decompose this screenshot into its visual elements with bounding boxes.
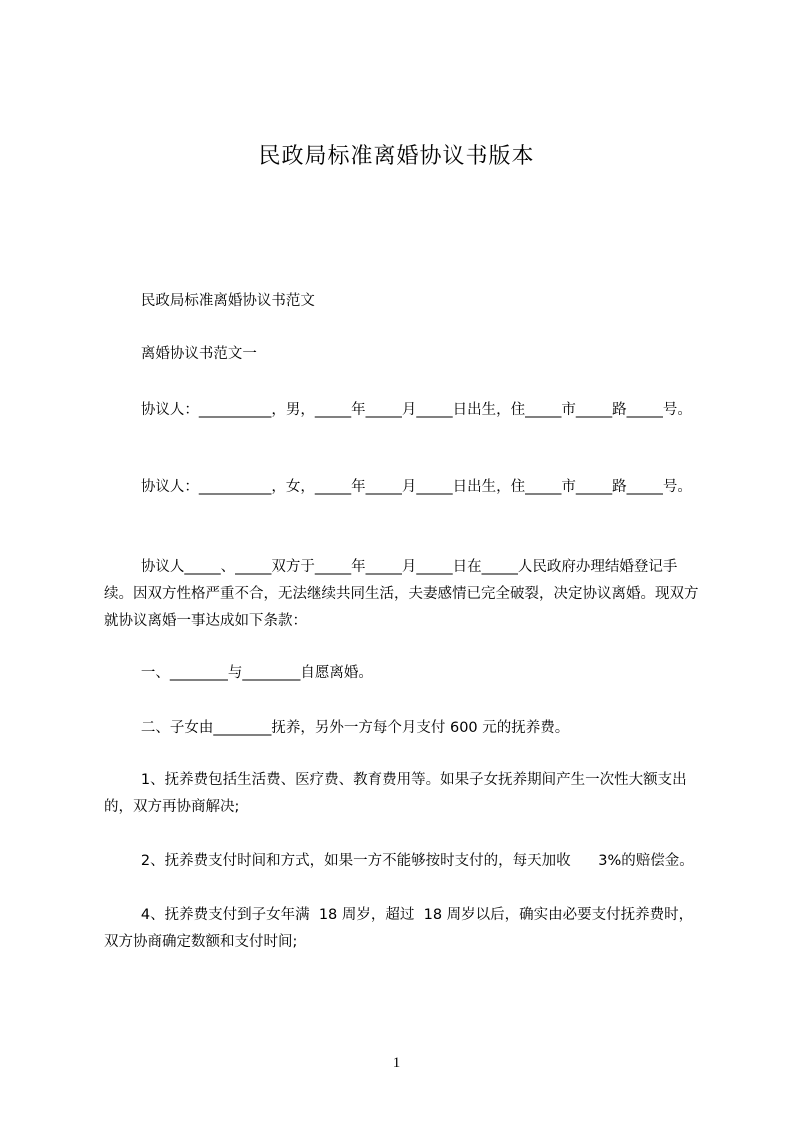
- paragraph-clause-2-item-4: 4、抚养费支付到子女年满 18 周岁，超过 18 周岁以后，确实由必要支付抚养费时，双方协商确定数额和支付时间;: [104, 907, 694, 950]
- paragraph-subheading: 离婚协议书范文一: [104, 346, 257, 362]
- paragraph-clause-2-item-1: 1、抚养费包括生活费、医疗费、教育费用等。如果子女抚养期间产生一次性大额支出的，双方再协商解决;: [104, 772, 687, 815]
- paragraph-marriage-registration: 协议人_____、_____双方于_____年_____月_____日在_____人民政府办理结婚登记手续。因双方性格严重不合，无法继续共同生活，夫妻感情已完全破裂，决定协议离婚。现双方就协议离婚一事达成如下条款：: [104, 559, 699, 629]
- paragraph-clause-2-item-2: 2、抚养费支付时间和方式，如果一方不能够按时支付的，每天加收 3%的赔偿金。: [104, 853, 694, 869]
- paragraph-party-female: 协议人：__________，女，_____年_____月_____日出生，住_____市_____路_____号。: [104, 479, 692, 495]
- paragraph-party-male: 协议人：__________，男，_____年_____月_____日出生，住_____市_____路_____号。: [104, 402, 692, 418]
- document-title: 民政局标准离婚协议书版本: [258, 144, 535, 169]
- paragraph-clause-1: 一、________与________自愿离婚。: [104, 665, 373, 681]
- paragraph-clause-2: 二、子女由________抚养，另外一方每个月支付 600 元的抚养费。: [104, 720, 570, 736]
- page-number: 1: [392, 1055, 401, 1071]
- paragraph-heading: 民政局标准离婚协议书范文: [104, 293, 315, 309]
